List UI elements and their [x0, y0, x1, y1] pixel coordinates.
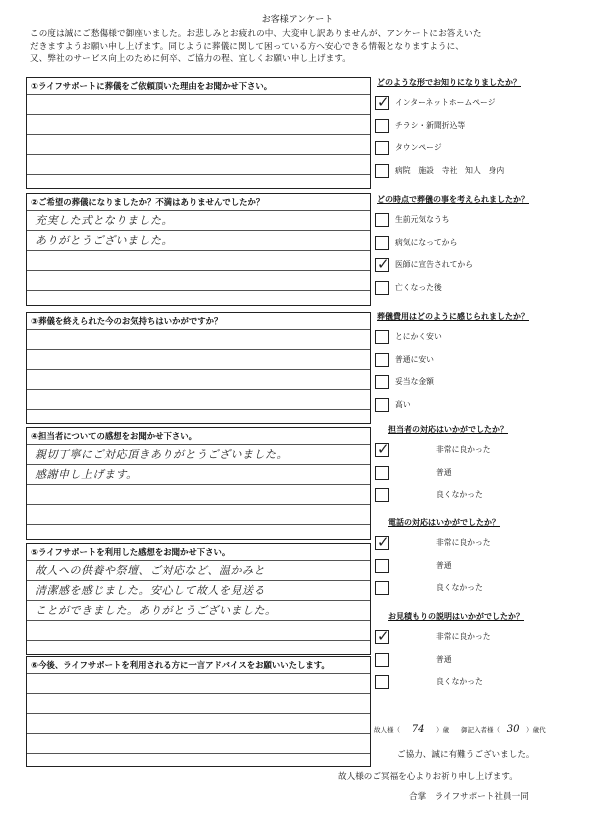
- thanks-text: ご協力、誠に有難うございました。: [397, 750, 535, 760]
- check-mark-icon: ✓: [377, 627, 390, 645]
- option-checkbox[interactable]: [375, 255, 390, 273]
- side-question-title: お見積もりの説明はいかがでしたか？: [388, 612, 524, 621]
- option-checkbox[interactable]: [375, 533, 390, 551]
- question-label: ⑤ライフサポートを利用した感想をお聞かせ下さい。: [31, 547, 231, 557]
- answer-line[interactable]: [27, 444, 370, 464]
- answer-line[interactable]: [27, 134, 370, 154]
- option-label: インターネットホームページ: [395, 98, 496, 107]
- answer-line[interactable]: [27, 620, 370, 640]
- option-checkbox[interactable]: [375, 559, 389, 573]
- answer-line[interactable]: [27, 389, 370, 409]
- side-question-title: 葬儀費用はどのように感じられましたか？: [377, 312, 529, 321]
- option-checkbox[interactable]: [375, 581, 389, 595]
- option-checkbox[interactable]: [375, 353, 389, 367]
- option-checkbox[interactable]: [375, 119, 389, 133]
- intro-line: この度は誠にご愁傷様で御座いました。お悲しみとお疲れの中、大変申し訳ありませんが、アンケートにお答えいた: [30, 29, 482, 39]
- question-box-3: [26, 312, 371, 424]
- answer-line[interactable]: [27, 114, 370, 134]
- answer-line[interactable]: [27, 484, 370, 504]
- handwritten-answer: 親切丁寧にご対応頂きありがとうございました。: [35, 448, 288, 461]
- answer-line[interactable]: [27, 270, 370, 290]
- answer-line[interactable]: [27, 580, 370, 600]
- intro-line: だきますようお願い申し上げます。同じように葬儀に関して困っている方へ安心できる情報となりますように、: [30, 41, 465, 52]
- answer-line[interactable]: [27, 369, 370, 389]
- answer-line[interactable]: [27, 640, 370, 655]
- option-label: 良くなかった: [436, 490, 483, 499]
- handwritten-answer: 感謝申し上げます。: [35, 468, 138, 481]
- option-checkbox[interactable]: [375, 488, 389, 502]
- check-mark-icon: ✓: [377, 255, 390, 273]
- question-box-2: [26, 193, 371, 306]
- intro-text: [30, 28, 565, 66]
- option-label: 良くなかった: [436, 583, 483, 592]
- check-mark-icon: ✓: [377, 93, 390, 111]
- handwritten-answer: 充実した式となりました。: [35, 214, 173, 227]
- option-label: チラシ・新聞折込等: [395, 120, 466, 130]
- option-label: 病気になってから: [395, 237, 458, 247]
- deceased-age-label: 故人様（ 74 ）歳: [374, 724, 450, 735]
- side-question-title: どのような形でお知りになりましたか？: [377, 78, 521, 87]
- option-label: 普通: [436, 467, 452, 477]
- question-label: ③葬儀を終えられた今のお気持ちはいかがですか？: [31, 316, 223, 326]
- answer-line[interactable]: [27, 94, 370, 114]
- option-checkbox[interactable]: [375, 466, 389, 480]
- answer-line[interactable]: [27, 753, 370, 767]
- option-checkbox[interactable]: [375, 440, 390, 458]
- option-checkbox[interactable]: [375, 375, 389, 389]
- option-label: 非常に良かった: [436, 632, 491, 641]
- option-label: 非常に良かった: [436, 538, 491, 547]
- option-checkbox[interactable]: [375, 675, 389, 689]
- option-checkbox[interactable]: [375, 93, 390, 111]
- writer-age-label: 御記入者様（ 30 ）歳代: [461, 724, 546, 735]
- option-checkbox[interactable]: [375, 213, 389, 227]
- check-mark-icon: ✓: [377, 440, 390, 458]
- option-checkbox[interactable]: [375, 236, 389, 250]
- side-question-title: どの時点で葬儀の事を考えられましたか？: [377, 195, 529, 204]
- option-label: 非常に良かった: [436, 445, 491, 454]
- answer-line[interactable]: [27, 349, 370, 369]
- writer-age-value[interactable]: 30: [506, 724, 520, 735]
- option-label: 亡くなった後: [395, 282, 442, 292]
- answer-line[interactable]: [27, 230, 370, 250]
- question-label: ④担当者についての感想をお聞かせ下さい。: [31, 431, 198, 441]
- question-box-1: [26, 77, 371, 189]
- option-checkbox[interactable]: [375, 398, 389, 412]
- question-label: ②ご希望の葬儀になりましたか？不満はありませんでしたか？: [31, 197, 265, 207]
- signature-text: 合掌 ライフサポート社員一同: [409, 792, 529, 802]
- option-checkbox[interactable]: [375, 653, 389, 667]
- answer-line[interactable]: [27, 733, 370, 753]
- answer-line[interactable]: [27, 524, 370, 540]
- answer-line[interactable]: [27, 504, 370, 524]
- option-label: 生前元気なうち: [395, 215, 450, 224]
- answer-line[interactable]: [27, 250, 370, 270]
- question-box-4: [26, 427, 371, 540]
- answer-line[interactable]: [27, 464, 370, 484]
- handwritten-answer: ことができました。ありがとうございました。: [35, 604, 277, 617]
- option-label: 病院 施設 寺社 知人 身内: [395, 165, 505, 175]
- option-checkbox[interactable]: [375, 164, 389, 178]
- answer-line[interactable]: [27, 210, 370, 230]
- option-label: とにかく安い: [395, 332, 442, 341]
- option-checkbox[interactable]: [375, 330, 389, 344]
- answer-line[interactable]: [27, 693, 370, 713]
- deceased-age-value[interactable]: 74: [411, 724, 425, 735]
- answer-line[interactable]: [27, 673, 370, 693]
- option-label: 普通: [436, 654, 452, 664]
- side-question-title: 電話の対応はいかがでしたか？: [388, 518, 500, 527]
- option-label: 普通に安い: [395, 354, 434, 364]
- answer-line[interactable]: [27, 154, 370, 174]
- page-title: お客様アンケート: [261, 15, 334, 25]
- answer-line[interactable]: [27, 290, 370, 306]
- answer-line[interactable]: [27, 409, 370, 424]
- prayer-text: 故人様のご冥福を心よりお祈り申し上げます。: [338, 772, 518, 782]
- answer-line[interactable]: [27, 174, 370, 189]
- question-label: ①ライフサポートに葬儀をご依頼頂いた理由をお聞かせ下さい。: [31, 81, 273, 91]
- option-checkbox[interactable]: [375, 141, 389, 155]
- option-label: 良くなかった: [436, 677, 483, 686]
- option-label: タウンページ: [395, 143, 442, 152]
- check-mark-icon: ✓: [377, 533, 390, 551]
- question-label: ⑥今後、ライフサポートを利用される方に一言アドバイスをお願いいたします。: [31, 660, 330, 670]
- option-checkbox[interactable]: [375, 281, 389, 295]
- answer-line[interactable]: [27, 713, 370, 733]
- handwritten-answer: ありがとうございました。: [35, 234, 173, 247]
- question-box-5: [26, 543, 371, 655]
- option-label: 妥当な金額: [395, 377, 434, 386]
- answer-line[interactable]: [27, 329, 370, 349]
- option-label: 医師に宣告されてから: [395, 260, 473, 269]
- answer-line[interactable]: [27, 600, 370, 620]
- intro-line: 又、弊社のサービス向上のために何卒、ご協力の程、宜しくお願い申し上げます。: [30, 54, 351, 64]
- answer-line[interactable]: [27, 560, 370, 580]
- side-question-title: 担当者の対応はいかがでしたか？: [388, 425, 508, 434]
- handwritten-answer: 故人への供養や祭壇、ご対応など、温かみと: [35, 564, 265, 577]
- option-label: 高い: [395, 399, 411, 409]
- handwritten-answer: 清潔感を感じました。安心して故人を見送る: [35, 584, 265, 597]
- option-label: 普通: [436, 560, 452, 570]
- option-checkbox[interactable]: [375, 627, 390, 645]
- question-box-6: [26, 656, 371, 767]
